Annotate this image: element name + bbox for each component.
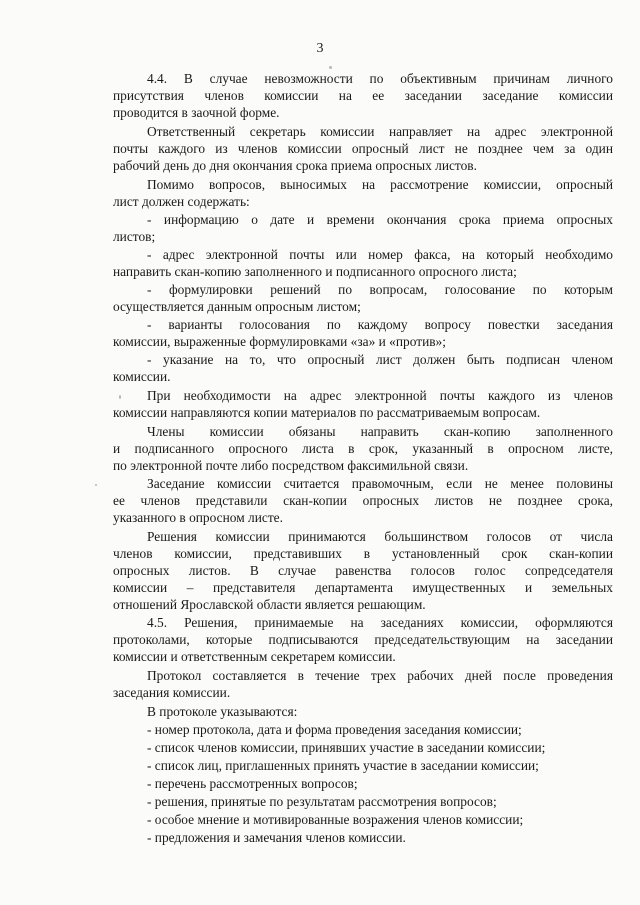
text-line: почты каждого из членов комиссии опросный лист не позднее чем за один [113, 141, 613, 156]
text-line: 4.4. В случае невозможности по объективным причинам личного [147, 71, 613, 86]
text-line: листов; [113, 229, 156, 244]
text-line: по электронной почте либо посредством факсимильной связи. [113, 458, 469, 473]
text-line: присутствия членов комиссии на ее заседании заседание комиссии [113, 88, 613, 103]
speck [95, 484, 97, 486]
text-line: рабочий день до дня окончания срока приема опросных листов. [113, 158, 477, 173]
text-line: Протокол составляется в течение трех рабочих дней после проведения [147, 668, 613, 683]
text-line: Помимо вопросов, выносимых на рассмотрение комиссии, опросный [147, 177, 613, 192]
text-line: комиссии. [113, 369, 171, 384]
speck [329, 66, 332, 69]
text-line: Решения комиссии принимаются большинством голосов от числа [147, 529, 613, 544]
speck [119, 395, 121, 399]
text-line: комиссии и ответственным секретарем комиссии. [113, 649, 396, 664]
text-line: проводится в заочной форме. [113, 105, 280, 120]
text-line: - особое мнение и мотивированные возражения членов комиссии; [147, 812, 524, 827]
text-line: ее членов представили скан-копии опросных листов не позднее срока, [113, 493, 613, 508]
text-line: - перечень рассмотренных вопросов; [147, 776, 358, 791]
text-line: направить скан-копию заполненного и подписанного опросного листа; [113, 264, 517, 279]
text-line: - номер протокола, дата и форма проведения заседания комиссии; [147, 722, 522, 737]
text-line: опросных листов. В случае равенства голосов голос сопредседателя [113, 563, 613, 578]
text-line: - список лиц, приглашенных принять участие в заседании комиссии; [147, 758, 539, 773]
text-line: Ответственный секретарь комиссии направляет на адрес электронной [147, 124, 613, 139]
text-line: и подписанного опросного листа в срок, указанный в опросном листе, [113, 441, 613, 456]
text-line: осуществляется данным опросным листом; [113, 299, 361, 314]
text-line: - список членов комиссии, принявших участие в заседании комиссии; [147, 740, 546, 755]
text-line: указанного в опросном листе. [113, 510, 283, 525]
text-line: комиссии, выраженные формулировками «за» и «против»; [113, 334, 446, 349]
text-line: При необходимости на адрес электронной почты каждого из членов [147, 388, 613, 403]
text-line: - информацию о дате и времени окончания срока приема опросных [147, 212, 613, 227]
text-line: Члены комиссии обязаны направить скан-копию заполненного [147, 424, 613, 439]
text-line: лист должен содержать: [113, 194, 250, 209]
text-line: комиссии направляются копии материалов по рассматриваемым вопросам. [113, 405, 541, 420]
text-line: Заседание комиссии считается правомочным, если не менее половины [147, 476, 613, 491]
text-line: заседания комиссии. [113, 685, 231, 700]
text-line: - формулировки решений по вопросам, голосование по которым [147, 282, 613, 297]
text-line: протоколами, которые подписываются председательствующим на заседании [113, 632, 613, 647]
page-number: 3 [316, 41, 324, 56]
text-line: комиссии – представителя департамента имущественных и земельных [113, 580, 613, 595]
text-line: - решения, принятые по результатам рассмотрения вопросов; [147, 794, 497, 809]
text-line: отношений Ярославской области является решающим. [113, 597, 426, 612]
text-line: членов комиссии, представивших в установленный срок скан-копии [113, 546, 613, 561]
text-line: В протоколе указываются: [147, 704, 298, 719]
text-line: - адрес электронной почты или номер факса, на который необходимо [147, 247, 613, 262]
text-line: - указание на то, что опросный лист должен быть подписан членом [147, 352, 613, 367]
text-line: - предложения и замечания членов комиссии. [147, 830, 406, 845]
text-line: 4.5. Решения, принимаемые на заседаниях комиссии, оформляются [147, 615, 613, 630]
text-line: - варианты голосования по каждому вопросу повестки заседания [147, 317, 613, 332]
